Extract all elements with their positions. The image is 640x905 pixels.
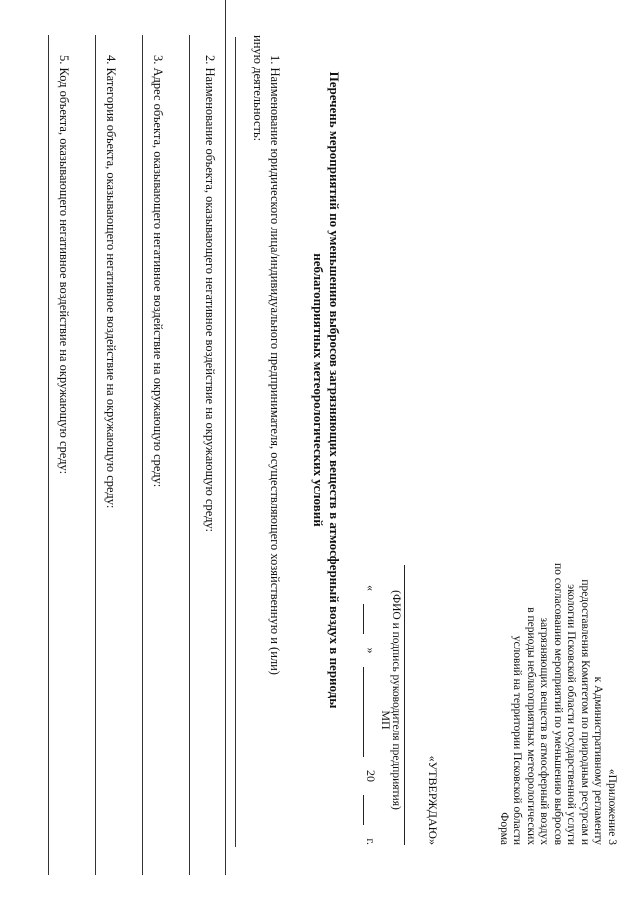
field-object-name-rule[interactable]	[189, 35, 190, 875]
form-fields	[48, 0, 282, 880]
field-object-code-label: 5. Код объекта, оказывающего негативное воздействие на окружающую среду:	[57, 55, 71, 475]
date-open-quote: «	[364, 585, 378, 591]
approve-title: «УТВЕРЖДАЮ»	[426, 755, 440, 845]
appendix-line: загрязняющих веществ в атмосферный воздух	[538, 617, 551, 845]
field-legal-entity-input-line[interactable]	[235, 37, 236, 847]
date-day-blank	[363, 604, 376, 634]
field-legal-entity-continuation	[235, 35, 265, 880]
appendix-line: экологии Псковской области государственной услуги	[565, 584, 578, 845]
appendix-line: предоставления Комитетом по природным ресурсам и	[579, 579, 591, 845]
field-object-category-rule[interactable]	[95, 35, 96, 875]
signature-caption: (ФИО и подпись руководителя предприятия)	[390, 590, 402, 810]
approval-signature-block	[364, 555, 440, 845]
appendix-line: «Приложение 3	[606, 768, 618, 845]
document-title	[310, 40, 342, 740]
appendix-line: условий на территории Псковской области	[511, 635, 524, 845]
appendix-line: по согласованию мероприятий по уменьшению выбросов	[552, 562, 564, 845]
document-title-line: Перечень мероприятий по уменьшению выбросов загрязняющих веществ в атмосферный воздух в периоды	[327, 71, 342, 709]
field-legal-entity	[228, 0, 282, 880]
field-object-code-rule[interactable]	[48, 35, 49, 875]
appendix-header	[497, 515, 619, 845]
field-legal-entity-continuation-text: иную деятельность:	[251, 35, 265, 142]
field-object-name-label: 2. Наименование объекта, оказывающего негативное воздействие на окружающую среду:	[203, 55, 217, 533]
field-object-address-rule[interactable]	[142, 35, 143, 875]
field-object-address	[150, 0, 165, 880]
field-object-address-label: 3. Адрес объекта, оказывающего негативное воздействие на окружающую среду:	[151, 55, 165, 488]
field-object-code	[56, 0, 71, 880]
document-title-line: неблагоприятных метеорологических условий	[311, 253, 326, 527]
stamp-place: МП	[379, 710, 393, 730]
field-legal-entity-label: 1. Наименование юридического лица/индивидуального предпринимателя, осуществляющего хозяйственную и (или)	[268, 55, 282, 675]
approval-date-row	[363, 585, 378, 845]
field-legal-entity-rule[interactable]	[225, 0, 226, 875]
date-close-quote: »	[364, 647, 378, 654]
date-month-blank	[363, 667, 376, 757]
date-year-suffix: г.	[364, 838, 378, 845]
field-object-category	[103, 0, 118, 880]
field-object-name	[202, 0, 217, 880]
form-label: Форма	[498, 812, 510, 845]
signature-line	[404, 565, 405, 845]
date-year-prefix: 20	[364, 769, 378, 782]
appendix-line: к Административному регламенту	[592, 676, 605, 845]
field-object-category-label: 4. Категория объекта, оказывающего негативное воздействие на окружающую среду:	[104, 55, 118, 509]
appendix-line: в периоды неблагоприятных метеорологических	[525, 607, 537, 845]
date-year-blank	[363, 795, 376, 825]
